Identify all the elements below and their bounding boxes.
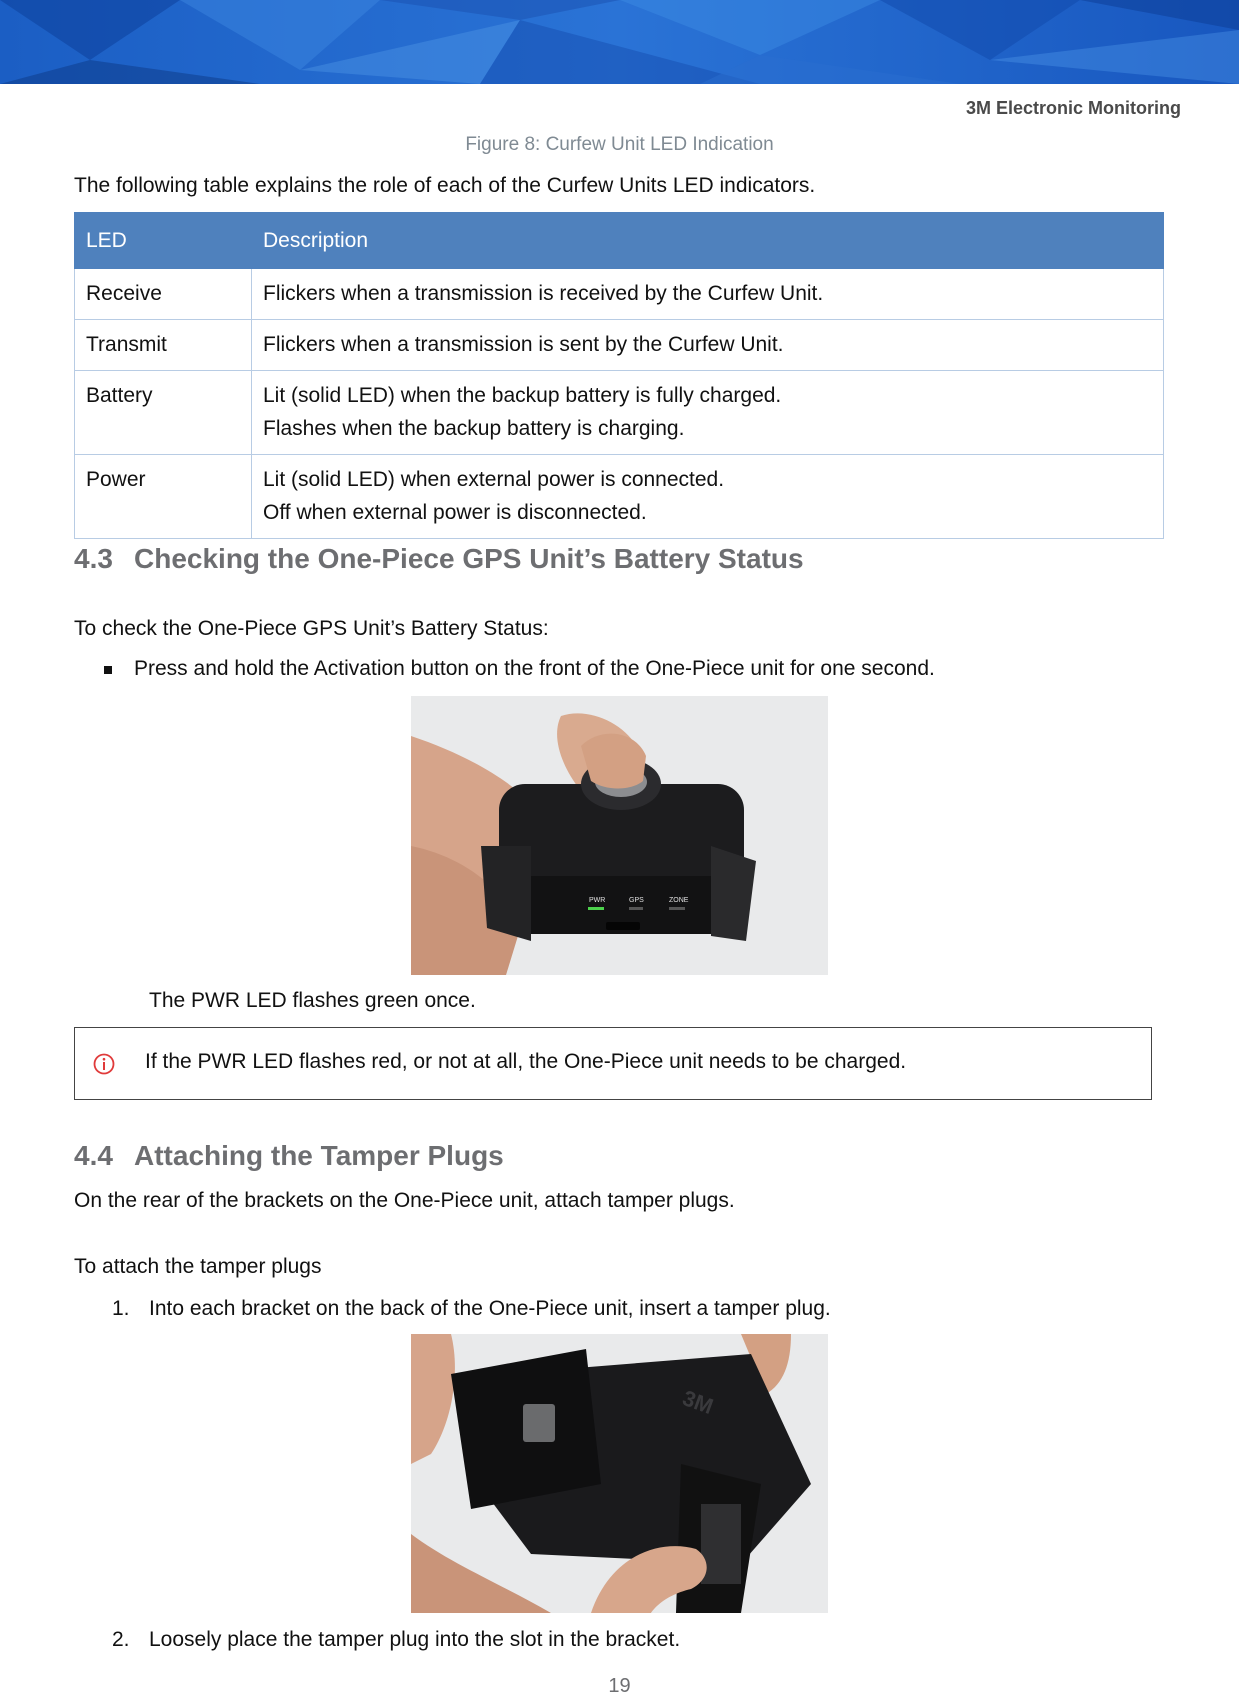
led-name: Transmit xyxy=(75,320,252,371)
zone-led xyxy=(669,907,685,910)
description-line: Lit (solid LED) when external power is connected. xyxy=(263,468,725,491)
procedure-lead: To check the One-Piece GPS Unit’s Battery Status: xyxy=(74,617,549,640)
section-heading-4-3 xyxy=(74,543,804,575)
device-label-pwr: PWR xyxy=(589,897,606,904)
column-header-led: LED xyxy=(75,213,252,269)
device-label-gps: GPS xyxy=(629,897,644,904)
table-row xyxy=(75,269,1164,320)
bullet-text: Press and hold the Activation button on the front of the One-Piece unit for one second. xyxy=(134,657,935,680)
bullet-marker xyxy=(104,666,112,674)
description-line: Lit (solid LED) when the backup battery is fully charged. xyxy=(263,384,782,407)
column-header-description: Description xyxy=(252,213,1164,269)
led-description xyxy=(252,269,1164,320)
section-number: 4.4 xyxy=(74,1140,113,1171)
table-intro: The following table explains the role of each of the Curfew Units LED indicators. xyxy=(74,174,816,197)
note-text: If the PWR LED flashes red, or not at all, the One-Piece unit needs to be charged. xyxy=(145,1050,907,1073)
table-row xyxy=(75,455,1164,539)
table-header-row xyxy=(75,213,1164,269)
device-logo: 3M xyxy=(679,1385,717,1420)
procedure-lead: To attach the tamper plugs xyxy=(74,1255,322,1278)
section-title: Attaching the Tamper Plugs xyxy=(134,1140,504,1171)
step-text: Into each bracket on the back of the One-Piece unit, insert a tamper plug. xyxy=(149,1297,831,1320)
led-name: Power xyxy=(75,455,252,539)
section-intro: On the rear of the brackets on the One-Piece unit, attach tamper plugs. xyxy=(74,1189,735,1212)
note-box xyxy=(74,1027,1152,1100)
section-title: Checking the One-Piece GPS Unit’s Battery Status xyxy=(134,543,804,574)
step-text: Loosely place the tamper plug into the slot in the bracket. xyxy=(149,1628,681,1651)
description-line: Flickers when a transmission is received by the Curfew Unit. xyxy=(263,282,824,305)
description-line: Off when external power is disconnected. xyxy=(263,501,647,524)
step-number: 2. xyxy=(112,1628,130,1651)
led-name: Receive xyxy=(75,269,252,320)
section-number: 4.3 xyxy=(74,543,113,574)
photo-tamper-plugs xyxy=(411,1334,828,1613)
figure-caption: Figure 8: Curfew Unit LED Indication xyxy=(465,134,774,155)
led-description xyxy=(252,320,1164,371)
page-number: 19 xyxy=(608,1675,631,1697)
pwr-led xyxy=(588,907,604,910)
brand-label: 3M Electronic Monitoring xyxy=(965,98,1181,118)
section-heading-4-4 xyxy=(74,1140,504,1172)
led-description xyxy=(252,455,1164,539)
description-line: Flickers when a transmission is sent by the Curfew Unit. xyxy=(263,333,784,356)
step-number: 1. xyxy=(112,1297,130,1320)
table-row xyxy=(75,371,1164,455)
device-label-zone: ZONE xyxy=(669,897,689,904)
table-row xyxy=(75,320,1164,371)
led-name: Battery xyxy=(75,371,252,455)
info-icon xyxy=(93,1053,115,1075)
result-text: The PWR LED flashes green once. xyxy=(149,989,476,1012)
description-line: Flashes when the backup battery is charging. xyxy=(263,417,685,440)
header-banner xyxy=(0,0,1239,84)
led-table xyxy=(74,212,1164,539)
photo-activation-button xyxy=(411,696,828,975)
gps-led xyxy=(629,907,643,910)
led-description xyxy=(252,371,1164,455)
